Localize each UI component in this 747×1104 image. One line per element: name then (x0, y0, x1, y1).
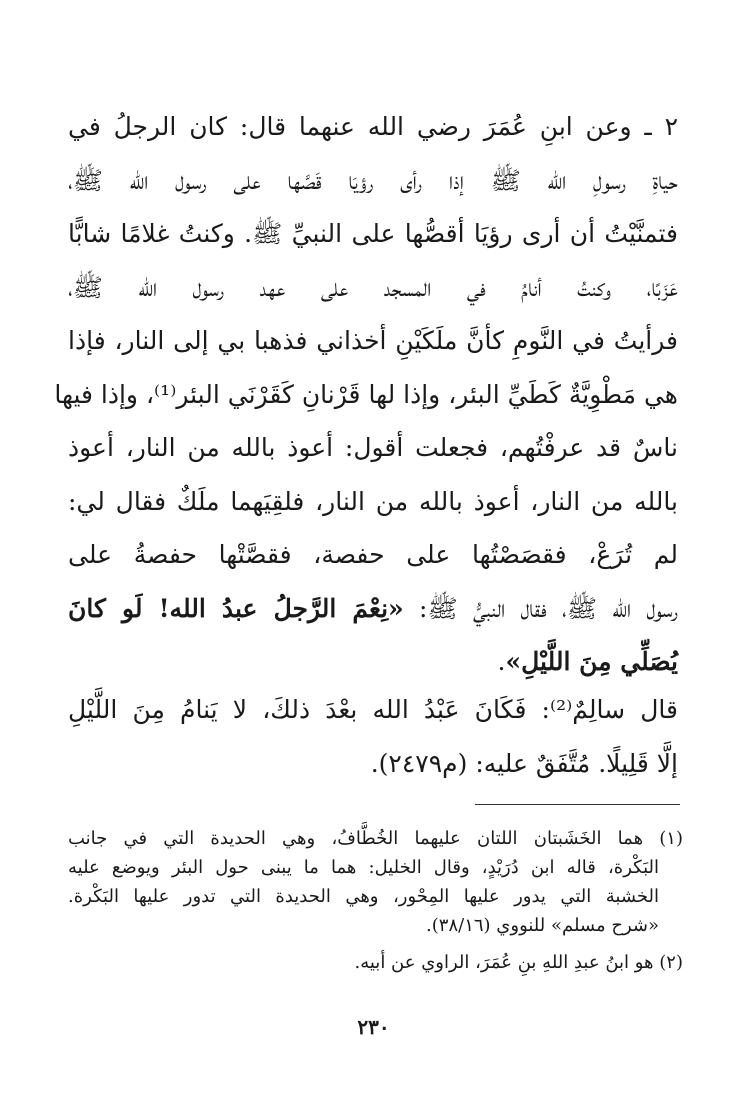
hadith-paragraph (54, 100, 678, 689)
footnote-1-line-2: البَكْرة، قاله ابن دُرَيْدٍ، وقال الخليل: هما ما يبنى حول البئر ويوضع عليه (68, 857, 659, 878)
footnotes (68, 824, 683, 977)
hadith-line-4: عَزَبًا، وكنتُ أنامُ في المسجد على عهد رسول الله ﷺ، (68, 272, 678, 302)
footnote-1-line-1: (١) هما الخَشَبتان اللتان عليهما الخُطَّافُ، وهي الحديدة التي في جانب (68, 828, 683, 849)
hadith-line-10 (68, 582, 678, 636)
footnote-2: (٢) هو ابنُ عبدِ اللهِ بنِ عُمَرَ، الراوي عن أبيه. (354, 952, 683, 973)
hadith-line-3: فتمنَّيْتُ أن أرى رؤيَا أقصُّها على النبيِّ ﷺ. وكنتُ غلامًا شابًّا (68, 219, 678, 248)
hadith-line-2: حياةِ رسولِ الله ﷺ إذا رأى رؤيَا قَصَّها على رسول الله ﷺ، (68, 165, 678, 195)
footnote-1-line-3: الخشبة التي يدور عليها المِحْور، وهي الحديدة التي تدور عليها البَكْرة. (68, 886, 659, 907)
hadith-line-11-end: . (497, 647, 506, 676)
hadith-line-11 (68, 635, 678, 689)
hadith-line-6: هي مَطْوِيَّةٌ كَطَيِّ البئر، وإذا لها قَرْنانِ كَقَرْنَي البئر⁽¹⁾، وإذا فيها (54, 379, 678, 409)
hadith-line-8: بالله من النار، أعوذ بالله من النار، فلقِيَهما ملَكٌ فقال لي: (68, 486, 678, 516)
hadith-line-10-text: رسول الله ﷺ، فقال النبيُّ ﷺ: (403, 593, 678, 623)
salim-line-1: قال سالِمٌ⁽²⁾: فَكَانَ عَبْدُ الله بعْدَ ذلكَ، لا يَنامُ مِنَ اللَّيْلِ (68, 695, 678, 724)
hadith-line-7: ناسٌ قد عرفْتُهم، فجعلت أقول: أعوذ بالله من النار، أعوذ (68, 433, 678, 462)
footnote-divider (475, 804, 680, 805)
salim-paragraph (68, 683, 678, 790)
hadith-line-1: ٢ ـ وعن ابنِ عُمَرَ رضي الله عنهما قال: كان الرجلُ في (68, 112, 678, 141)
salim-line-2: إلَّا قَلِيلًا. مُتَّفَقٌ عليه: (م٢٤٧٩). (370, 748, 678, 778)
prophet-quote-end: يُصَلِّي مِنَ اللَّيْلِ» (505, 647, 678, 676)
prophet-quote-start: «نِعْمَ الرَّجلُ عبدُ الله! لَو كانَ (68, 593, 404, 623)
hadith-line-5: فرأيتُ في النَّومِ كأنَّ ملَكَيْنِ أخذاني فذهبا بي إلى النار، فإذا (68, 326, 678, 355)
page-number: ٢٣٠ (357, 1015, 390, 1039)
footnote-1-line-4: «شرح مسلم» للنووي (٣٨/١٦). (426, 915, 659, 936)
hadith-line-9: لم تُرَعْ، فقصَصْتُها على حفصة، فقصَّتْها حفصةُ على (68, 540, 678, 569)
